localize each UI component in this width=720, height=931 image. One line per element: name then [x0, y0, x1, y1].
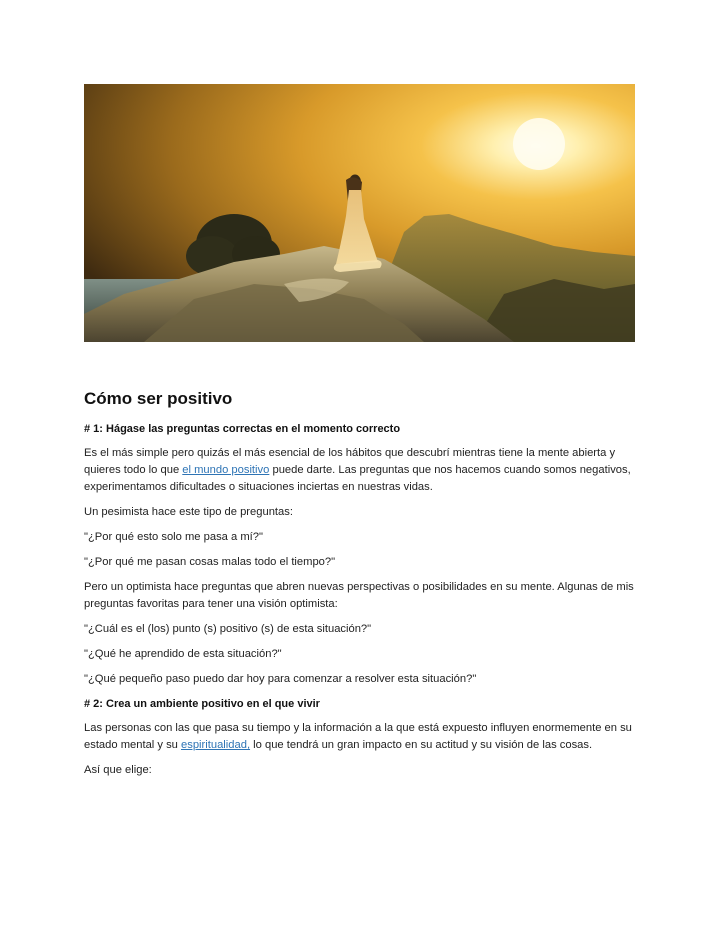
link-espiritualidad[interactable]: espiritualidad, — [181, 739, 251, 751]
section-2-paragraph-1 — [84, 720, 636, 754]
optimist-question-1: "¿Cuál es el (los) punto (s) positivo (s) de esta situación?" — [84, 623, 372, 635]
pessimist-question-2: "¿Por qué me pasan cosas malas todo el tiempo?" — [84, 556, 336, 568]
section-1-heading: # 1: Hágase las preguntas correctas en el momento correcto — [84, 423, 401, 435]
optimist-question-2: "¿Qué he aprendido de esta situación?" — [84, 648, 282, 660]
article-title: Cómo ser positivo — [84, 389, 233, 408]
section-1-paragraph-2: Un pesimista hace este tipo de preguntas: — [84, 506, 293, 518]
hero-illustration — [84, 84, 635, 342]
link-el-mundo-positivo[interactable]: el mundo positivo — [182, 464, 270, 476]
pessimist-question-1: "¿Por qué esto solo me pasa a mí?" — [84, 531, 263, 543]
paragraph-text: Es el más simple pero quizás el más esencial de los hábitos que descubrí mientras tiene la mente abierta y quieres todo lo que — [84, 447, 616, 476]
section-2-heading: # 2: Crea un ambiente positivo en el que vivir — [84, 698, 320, 710]
sunset-hilltop-image — [84, 84, 635, 342]
sun — [513, 118, 565, 170]
optimist-question-3: "¿Qué pequeño paso puedo dar hoy para comenzar a resolver esta situación?" — [84, 673, 477, 685]
paragraph-text: puede darte. Las preguntas que nos hacemos cuando somos negativos, experimentamos dificultades o situaciones inciertas en nuestras vidas. — [84, 464, 631, 493]
paragraph-text: lo que tendrá un gran impacto en su actitud y su visión de las cosas. — [250, 739, 593, 751]
section-2-paragraph-2: Así que elige: — [84, 764, 152, 776]
paragraph-text: Las personas con las que pasa su tiempo y la información a la que está expuesto influyen enormemente en su estado mental y su — [84, 722, 632, 751]
article-body — [84, 388, 636, 787]
section-1-paragraph-3: Pero un optimista hace preguntas que abren nuevas perspectivas o posibilidades en su mente. Algunas de mis preguntas favoritas para tener una visión optimista: — [84, 581, 634, 610]
section-1-paragraph-1 — [84, 445, 636, 496]
